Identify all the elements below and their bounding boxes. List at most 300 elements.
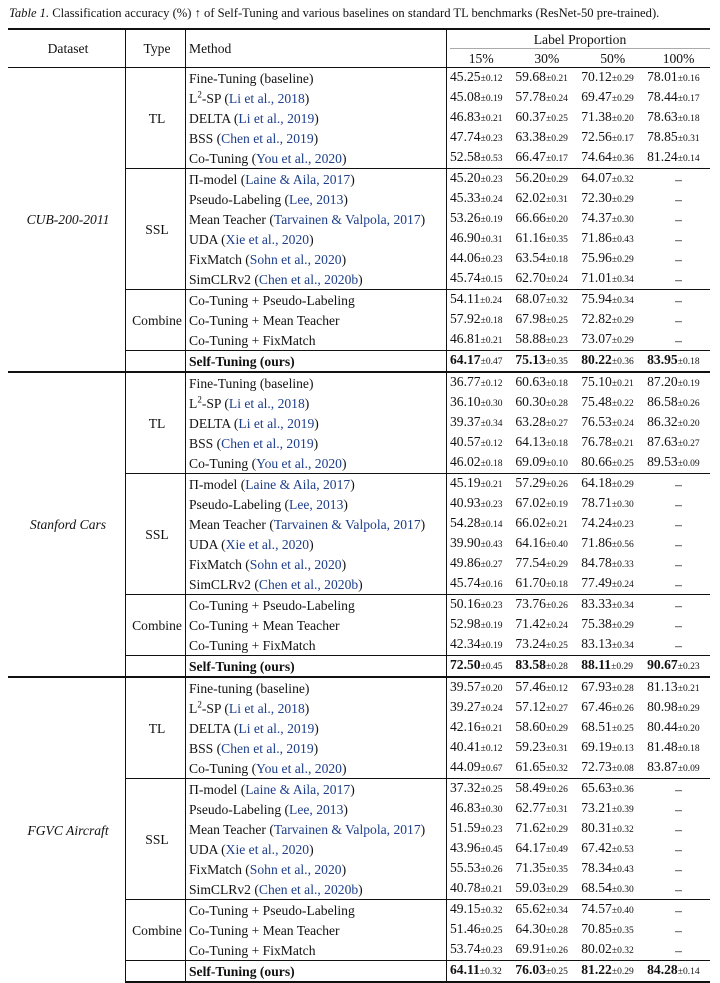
value-cell (512, 635, 578, 656)
value-cell (447, 453, 513, 474)
value-cell (512, 961, 578, 983)
citation-link[interactable]: Chen et al., 2019 (221, 740, 314, 756)
header-proportion: 100% (662, 50, 695, 66)
mean-value: 54.11 (450, 291, 481, 306)
std-value: 0.29 (551, 175, 568, 185)
mean-value: 57.78 (515, 89, 546, 104)
plus-minus: ± (611, 195, 618, 205)
mean-value: 60.37 (515, 109, 546, 124)
mean-value: 69.19 (581, 739, 612, 754)
value-cell (644, 209, 710, 229)
citation-link[interactable]: Xie et al., 2020 (225, 536, 310, 552)
citation-link[interactable]: Li et al., 2019 (238, 720, 315, 736)
citation-link[interactable]: Lee, 2013 (289, 496, 344, 512)
mean-value: 88.11 (581, 657, 612, 672)
plus-minus: ± (677, 134, 683, 144)
plus-minus: ± (611, 419, 618, 429)
plus-minus: ± (545, 175, 552, 185)
method-text: BSS ( (189, 435, 222, 451)
value-cell (644, 839, 710, 859)
dash-value: – (675, 271, 682, 287)
std-value: 0.36 (617, 785, 634, 795)
method-text: Co-Tuning + FixMatch (189, 637, 316, 653)
method-text: -SP ( (201, 700, 229, 716)
citation-link[interactable]: Lee, 2013 (289, 191, 344, 207)
plus-minus: ± (545, 805, 552, 815)
citation-link[interactable]: Xie et al., 2020 (225, 841, 310, 857)
std-value: 0.21 (485, 114, 503, 124)
value-cell (644, 677, 710, 698)
method-name (186, 900, 447, 921)
mean-value: 54.28 (450, 515, 481, 530)
citation-link[interactable]: Chen et al., 2020b (258, 576, 359, 592)
std-value: 0.16 (682, 74, 700, 84)
value-cell (447, 514, 513, 534)
std-value: 0.26 (551, 601, 568, 611)
value-cell (578, 738, 644, 758)
std-value: 0.29 (617, 195, 634, 205)
method-name (186, 290, 447, 311)
method-name (186, 433, 447, 453)
std-value: 0.27 (682, 439, 700, 449)
std-value: 0.32 (617, 946, 634, 956)
std-value: 0.20 (617, 114, 634, 124)
method-text: L (189, 700, 198, 716)
plus-minus: ± (611, 235, 618, 245)
citation-link[interactable]: Chen et al., 2020b (258, 271, 359, 287)
value-cell (512, 494, 578, 514)
plus-minus: ± (545, 154, 552, 164)
mean-value: 67.42 (581, 840, 612, 855)
value-cell (578, 920, 644, 940)
std-value: 0.26 (485, 865, 503, 875)
mean-value: 86.58 (647, 394, 678, 409)
std-value: 0.23 (617, 520, 634, 530)
dash-value: – (675, 211, 682, 227)
method-name (186, 229, 447, 249)
method-text: Co-Tuning ( (189, 760, 257, 776)
mean-value: 66.66 (515, 210, 546, 225)
mean-value: 36.77 (450, 374, 481, 389)
citation-link[interactable]: Tarvainen & Valpola, 2017 (273, 821, 421, 837)
value-cell (512, 372, 578, 393)
mean-value: 40.41 (450, 739, 481, 754)
mean-value: 58.49 (515, 780, 546, 795)
value-cell (447, 718, 513, 738)
plus-minus: ± (545, 641, 552, 651)
mean-value: 45.74 (450, 575, 481, 590)
value-cell (512, 209, 578, 229)
method-text: UDA ( (189, 231, 226, 247)
std-value: 0.25 (485, 926, 503, 936)
method-text: BSS ( (189, 130, 222, 146)
mean-value: 87.63 (647, 434, 678, 449)
method-name (186, 839, 447, 859)
mean-value: 46.02 (450, 454, 481, 469)
method-name (186, 859, 447, 879)
method-name (186, 615, 447, 635)
method-name (186, 758, 447, 779)
std-value: 0.28 (551, 662, 568, 672)
std-value: 0.27 (551, 419, 568, 429)
plus-minus: ± (677, 114, 683, 124)
std-value: 0.25 (617, 724, 634, 734)
value-cell (447, 819, 513, 839)
std-value: 0.53 (617, 845, 634, 855)
mean-value: 67.98 (515, 311, 546, 326)
plus-minus: ± (480, 601, 486, 611)
header-dataset: Dataset (8, 29, 126, 68)
mean-value: 70.12 (581, 69, 612, 84)
citation-link[interactable]: Li et al., 2019 (238, 110, 315, 126)
method-text: Co-Tuning + Mean Teacher (189, 312, 340, 328)
std-value: 0.39 (617, 805, 634, 815)
value-cell (447, 534, 513, 554)
mean-value: 86.32 (647, 414, 678, 429)
mean-value: 56.20 (515, 170, 546, 185)
mean-value: 80.22 (581, 352, 612, 367)
mean-value: 83.58 (515, 657, 546, 672)
value-cell (512, 514, 578, 534)
plus-minus: ± (611, 520, 618, 530)
mean-value: 75.48 (581, 394, 612, 409)
mean-value: 73.76 (515, 596, 546, 611)
std-value: 0.21 (551, 74, 568, 84)
citation-link[interactable]: Li et al., 2018 (228, 700, 305, 716)
value-cell (578, 88, 644, 108)
citation-link[interactable]: Lee, 2013 (289, 801, 344, 817)
plus-minus: ± (545, 946, 552, 956)
value-cell (512, 474, 578, 495)
method-text: FixMatch ( (189, 556, 250, 572)
plus-minus: ± (480, 74, 486, 84)
value-cell (578, 940, 644, 961)
value-cell (512, 799, 578, 819)
std-value: 0.26 (551, 785, 568, 795)
citation-link[interactable]: Laine & Aila, 2017 (245, 476, 351, 492)
std-value: 0.20 (551, 215, 568, 225)
std-value: 0.25 (617, 459, 634, 469)
mean-value: 78.44 (647, 89, 678, 104)
citation-link[interactable]: Chen et al., 2020b (258, 881, 359, 897)
citation-link[interactable]: Laine & Aila, 2017 (245, 171, 351, 187)
plus-minus: ± (545, 439, 552, 449)
plus-minus: ± (611, 641, 618, 651)
citation-link[interactable]: Tarvainen & Valpola, 2017 (273, 211, 421, 227)
plus-minus: ± (480, 379, 486, 389)
mean-value: 57.12 (515, 699, 546, 714)
plus-minus: ± (545, 399, 552, 409)
method-text: Co-Tuning ( (189, 150, 257, 166)
dash-value: – (675, 781, 682, 797)
value-cell (644, 799, 710, 819)
std-value: 0.25 (485, 785, 503, 795)
method-text: ) (341, 861, 347, 877)
caption-label: Table 1. (9, 6, 50, 20)
plus-minus: ± (545, 845, 552, 855)
method-text: Π-model ( (189, 781, 246, 797)
std-value: 0.12 (485, 74, 503, 84)
mean-value: 72.50 (450, 657, 481, 672)
plus-minus: ± (611, 114, 618, 124)
plus-minus: ± (545, 275, 552, 285)
plus-minus: ± (545, 316, 552, 326)
std-value: 0.49 (551, 845, 568, 855)
value-cell (578, 169, 644, 190)
plus-minus: ± (480, 480, 486, 490)
header-label-proportion: Label Proportion (447, 29, 711, 49)
mean-value: 81.48 (647, 739, 678, 754)
method-name: Self-Tuning (ours) (186, 961, 447, 983)
method-name (186, 128, 447, 148)
citation-link[interactable]: You et al., 2020 (256, 760, 342, 776)
value-cell (447, 249, 513, 269)
plus-minus: ± (480, 580, 486, 590)
mean-value: 61.65 (515, 759, 546, 774)
std-value: 0.24 (485, 704, 503, 714)
method-text: UDA ( (189, 841, 226, 857)
value-cell (447, 779, 513, 800)
citation-link[interactable]: Laine & Aila, 2017 (245, 781, 351, 797)
method-name (186, 169, 447, 190)
plus-minus: ± (480, 744, 486, 754)
mean-value: 78.01 (647, 69, 678, 84)
value-cell (447, 698, 513, 718)
method-text: -SP ( (201, 90, 229, 106)
value-cell (512, 940, 578, 961)
method-name (186, 738, 447, 758)
dash-value: – (675, 231, 682, 247)
std-value: 0.30 (617, 885, 634, 895)
mean-value: 69.91 (515, 941, 546, 956)
plus-minus: ± (611, 459, 618, 469)
value-cell (447, 554, 513, 574)
method-text: Mean Teacher ( (189, 821, 274, 837)
citation-link[interactable]: Li et al., 2018 (228, 90, 305, 106)
plus-minus: ± (545, 419, 552, 429)
std-value: 0.25 (551, 316, 568, 326)
mean-value: 62.02 (515, 190, 546, 205)
plus-minus: ± (611, 825, 618, 835)
plus-minus: ± (611, 74, 618, 84)
citation-link[interactable]: Li et al., 2019 (238, 415, 315, 431)
std-value: 0.30 (485, 805, 503, 815)
plus-minus: ± (480, 520, 486, 530)
std-value: 0.28 (617, 684, 634, 694)
std-value: 0.18 (551, 580, 568, 590)
citation-link[interactable]: Xie et al., 2020 (225, 231, 310, 247)
std-value: 0.40 (617, 906, 634, 916)
std-value: 0.26 (551, 946, 568, 956)
value-cell (644, 108, 710, 128)
value-cell (578, 615, 644, 635)
mean-value: 68.51 (581, 719, 612, 734)
value-cell (644, 169, 710, 190)
dash-value: – (675, 801, 682, 817)
mean-value: 44.06 (450, 250, 481, 265)
citation-link[interactable]: You et al., 2020 (256, 150, 342, 166)
std-value: 0.14 (682, 967, 700, 977)
std-value: 0.32 (617, 825, 634, 835)
std-value: 0.29 (617, 967, 634, 977)
mean-value: 64.30 (515, 921, 546, 936)
method-text: Mean Teacher ( (189, 516, 274, 532)
value-cell (578, 961, 644, 983)
mean-value: 75.10 (581, 374, 612, 389)
value-cell (512, 779, 578, 800)
plus-minus: ± (611, 399, 618, 409)
method-text: ) (304, 90, 310, 106)
mean-value: 75.94 (581, 291, 612, 306)
plus-minus: ± (611, 154, 618, 164)
mean-value: 74.57 (581, 901, 612, 916)
dash-value: – (675, 476, 682, 492)
method-name: Self-Tuning (ours) (186, 656, 447, 678)
method-superscript: 2 (197, 698, 202, 709)
value-cell (644, 615, 710, 635)
method-name (186, 209, 447, 229)
dash-value: – (675, 821, 682, 837)
std-value: 0.24 (551, 275, 568, 285)
std-value: 0.23 (485, 134, 503, 144)
plus-minus: ± (677, 724, 683, 734)
value-cell (644, 310, 710, 330)
std-value: 0.31 (551, 805, 568, 815)
mean-value: 76.53 (581, 414, 612, 429)
mean-value: 64.07 (581, 170, 612, 185)
citation-link[interactable]: Li et al., 2018 (228, 395, 305, 411)
mean-value: 45.74 (450, 270, 481, 285)
std-value: 0.31 (551, 744, 568, 754)
std-value: 0.32 (485, 967, 502, 977)
mean-value: 46.83 (450, 800, 481, 815)
value-cell (578, 494, 644, 514)
citation-link[interactable]: Chen et al., 2019 (221, 435, 314, 451)
std-value: 0.10 (551, 459, 568, 469)
std-value: 0.24 (617, 419, 634, 429)
std-value: 0.43 (617, 865, 634, 875)
std-value: 0.29 (617, 255, 634, 265)
method-text: Fine-Tuning (baseline) (189, 70, 314, 86)
std-value: 0.24 (485, 195, 503, 205)
std-value: 0.23 (485, 601, 503, 611)
value-cell (512, 677, 578, 698)
std-value: 0.32 (617, 175, 634, 185)
method-text: ) (350, 171, 355, 187)
citation-link[interactable]: Tarvainen & Valpola, 2017 (273, 516, 421, 532)
mean-value: 36.10 (450, 394, 481, 409)
plus-minus: ± (545, 357, 552, 367)
mean-value: 45.33 (450, 190, 481, 205)
method-text: UDA ( (189, 536, 226, 552)
value-cell (644, 229, 710, 249)
plus-minus: ± (480, 399, 486, 409)
plus-minus: ± (611, 134, 618, 144)
std-value: 0.21 (617, 439, 634, 449)
method-text: BSS ( (189, 740, 222, 756)
plus-minus: ± (677, 399, 683, 409)
value-cell (447, 372, 513, 393)
plus-minus: ± (611, 275, 618, 285)
std-value: 0.34 (485, 419, 503, 429)
std-value: 0.19 (485, 641, 503, 651)
plus-minus: ± (611, 684, 618, 694)
std-value: 0.23 (485, 255, 503, 265)
value-cell (447, 635, 513, 656)
dash-value: – (675, 171, 682, 187)
method-name (186, 635, 447, 656)
method-text: ) (341, 760, 347, 776)
plus-minus: ± (611, 885, 618, 895)
value-cell (447, 656, 513, 678)
std-value: 0.25 (551, 967, 568, 977)
method-text: ) (313, 130, 319, 146)
value-cell (578, 859, 644, 879)
value-cell (447, 148, 513, 169)
value-cell (644, 351, 710, 373)
citation-link[interactable]: Sohn et al., 2020 (249, 556, 342, 572)
method-text: ) (304, 700, 310, 716)
plus-minus: ± (611, 946, 618, 956)
plus-minus: ± (611, 540, 618, 550)
citation-link[interactable]: Sohn et al., 2020 (249, 251, 342, 267)
value-cell (578, 635, 644, 656)
value-cell (644, 393, 710, 413)
citation-link[interactable]: You et al., 2020 (256, 455, 342, 471)
method-text: SimCLRv2 ( (189, 576, 259, 592)
citation-link[interactable]: Chen et al., 2019 (221, 130, 314, 146)
mean-value: 72.82 (581, 311, 612, 326)
method-name (186, 310, 447, 330)
method-type: TL (126, 372, 186, 474)
mean-value: 50.16 (450, 596, 481, 611)
method-type: SSL (126, 779, 186, 900)
mean-value: 49.15 (450, 901, 481, 916)
std-value: 0.32 (551, 296, 568, 306)
dash-value: – (675, 536, 682, 552)
std-value: 0.27 (551, 704, 568, 714)
std-value: 0.29 (617, 336, 634, 346)
citation-link[interactable]: Sohn et al., 2020 (249, 861, 342, 877)
mean-value: 70.85 (581, 921, 612, 936)
plus-minus: ± (480, 275, 486, 285)
value-cell (512, 554, 578, 574)
mean-value: 64.17 (450, 352, 481, 367)
method-name (186, 249, 447, 269)
method-type: SSL (126, 169, 186, 290)
method-name (186, 330, 447, 351)
value-cell (512, 269, 578, 290)
value-cell (512, 433, 578, 453)
plus-minus: ± (480, 764, 486, 774)
value-cell (578, 249, 644, 269)
mean-value: 58.88 (515, 331, 546, 346)
value-cell (447, 169, 513, 190)
dash-value: – (675, 312, 682, 328)
method-text: ) (341, 455, 347, 471)
plus-minus: ± (611, 764, 618, 774)
method-text: Fine-tuning (baseline) (189, 680, 310, 696)
value-cell (644, 819, 710, 839)
mean-value: 61.70 (515, 575, 546, 590)
value-cell (512, 595, 578, 616)
value-cell (447, 940, 513, 961)
plus-minus: ± (545, 662, 552, 672)
mean-value: 71.01 (581, 270, 612, 285)
value-cell (512, 859, 578, 879)
value-cell (447, 68, 513, 89)
plus-minus: ± (480, 540, 486, 550)
